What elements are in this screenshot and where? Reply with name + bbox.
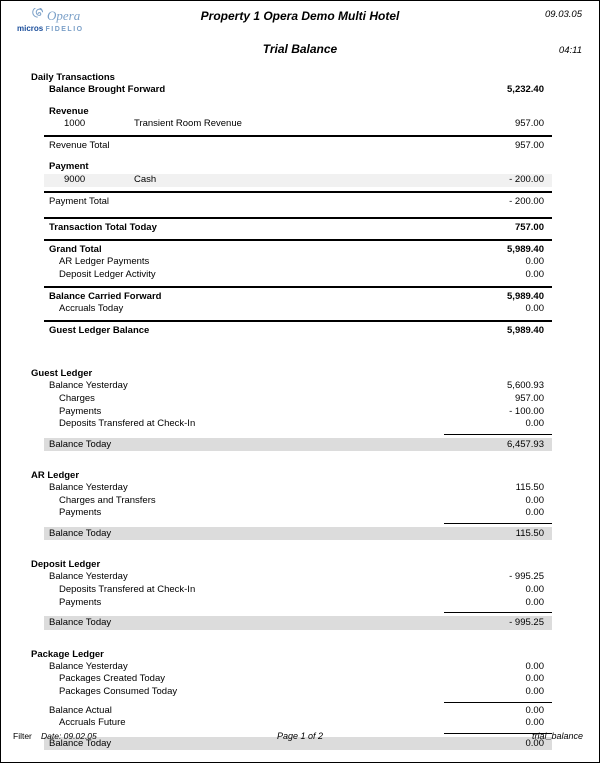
row-amount: - 100.00 bbox=[509, 405, 544, 417]
row-label: Deposits Transfered at Check-In bbox=[59, 584, 196, 596]
report-date: 09.03.05 bbox=[545, 9, 582, 20]
row-amount: 115.50 bbox=[515, 482, 544, 494]
report-row bbox=[44, 661, 552, 674]
report-row bbox=[44, 380, 552, 393]
section-title: Guest Ledger bbox=[31, 368, 93, 380]
separator-line bbox=[44, 320, 552, 322]
report-row bbox=[44, 269, 552, 282]
row-amount: 5,989.40 bbox=[507, 290, 544, 302]
report-row bbox=[44, 705, 552, 718]
report-title: Trial Balance bbox=[262, 42, 338, 56]
row-amount: - 995.25 bbox=[509, 617, 544, 629]
balance-today-row bbox=[44, 616, 552, 630]
row-label: Packages Consumed Today bbox=[59, 685, 178, 697]
row-label: Charges bbox=[59, 392, 95, 404]
row-amount: 957.00 bbox=[514, 139, 544, 151]
report-row bbox=[44, 686, 552, 699]
report-row bbox=[44, 244, 552, 257]
micros-fidelio-logo-text bbox=[17, 25, 84, 33]
row-amount: 957.00 bbox=[514, 392, 544, 404]
fidelio-logo-text: FIDELIO bbox=[45, 26, 84, 33]
report-row bbox=[44, 717, 552, 730]
row-amount: - 200.00 bbox=[509, 195, 544, 207]
row-amount: - 995.25 bbox=[509, 571, 544, 583]
row-amount: 0.00 bbox=[525, 673, 544, 685]
report-row bbox=[44, 256, 552, 269]
partial-separator-line bbox=[444, 612, 552, 613]
row-amount: 957.00 bbox=[514, 118, 544, 130]
row-label: Charges and Transfers bbox=[59, 494, 156, 506]
report-row bbox=[44, 303, 552, 316]
row-amount: 757.00 bbox=[514, 222, 544, 234]
row-label: Payment bbox=[49, 161, 89, 173]
row-label: Balance Yesterday bbox=[49, 660, 128, 672]
report-footer bbox=[1, 731, 599, 743]
row-amount: 5,600.93 bbox=[507, 380, 544, 392]
row-label: AR Ledger Payments bbox=[59, 256, 150, 268]
section-guest-ledger bbox=[31, 367, 552, 451]
row-label: Payments bbox=[59, 596, 102, 608]
row-amount: 0.00 bbox=[525, 584, 544, 596]
row-label: Guest Ledger Balance bbox=[49, 324, 150, 336]
trx-code: 9000 bbox=[64, 173, 86, 185]
row-label: Balance Actual bbox=[49, 704, 112, 716]
row-label: Payments bbox=[59, 507, 102, 519]
page-number: Page 1 of 2 bbox=[276, 731, 324, 741]
row-amount: 0.00 bbox=[525, 303, 544, 315]
report-row bbox=[44, 222, 552, 235]
separator-line bbox=[44, 135, 552, 137]
report-row bbox=[44, 291, 552, 304]
section-deposit-ledger bbox=[31, 558, 552, 629]
separator-line bbox=[44, 239, 552, 241]
section-title: Daily Transactions bbox=[31, 72, 115, 83]
report-row bbox=[44, 571, 552, 584]
row-amount: 0.00 bbox=[525, 737, 544, 749]
report-file-name: trial_balance bbox=[531, 731, 583, 741]
row-amount: 0.00 bbox=[525, 717, 544, 729]
report-row bbox=[44, 584, 552, 597]
report-row bbox=[44, 507, 552, 520]
report-row bbox=[44, 140, 552, 153]
trx-description: Cash bbox=[134, 173, 157, 185]
balance-today-row bbox=[44, 527, 552, 541]
row-amount: 5,232.40 bbox=[507, 84, 544, 95]
row-label: Accruals Future bbox=[59, 717, 126, 729]
report-row bbox=[44, 597, 552, 610]
row-label: Balance Today bbox=[49, 438, 112, 450]
row-label: Payment Total bbox=[49, 195, 110, 207]
row-label: Balance Today bbox=[49, 737, 112, 749]
row-label: Balance Carried Forward bbox=[49, 290, 162, 302]
row-label: Balance Today bbox=[49, 527, 112, 539]
report-row bbox=[44, 118, 552, 131]
row-label: Packages Created Today bbox=[59, 673, 165, 685]
report-row bbox=[44, 418, 552, 431]
report-row bbox=[44, 106, 552, 119]
separator-line bbox=[44, 217, 552, 219]
row-amount: - 200.00 bbox=[509, 173, 544, 185]
trx-description: Transient Room Revenue bbox=[134, 118, 242, 130]
partial-separator-line bbox=[444, 523, 552, 524]
row-label: Payments bbox=[59, 405, 102, 417]
section-title: AR Ledger bbox=[31, 470, 80, 482]
separator-line bbox=[44, 286, 552, 288]
trx-code: 1000 bbox=[64, 118, 86, 130]
section-title: Deposit Ledger bbox=[31, 559, 101, 571]
partial-separator-line bbox=[444, 702, 552, 703]
report-row bbox=[44, 174, 552, 187]
row-label: Balance Yesterday bbox=[49, 571, 128, 583]
report-time: 04:11 bbox=[558, 45, 582, 56]
row-label: Accruals Today bbox=[59, 303, 124, 315]
row-label: Balance Today bbox=[49, 617, 112, 629]
footer-date: Date: 09.02.05 bbox=[41, 731, 97, 741]
row-amount: 5,989.40 bbox=[507, 243, 544, 255]
row-label: Grand Total bbox=[49, 243, 102, 255]
row-label: Transaction Total Today bbox=[49, 222, 157, 234]
section-ar-ledger bbox=[31, 469, 552, 540]
report-row bbox=[44, 673, 552, 686]
report-row bbox=[44, 482, 552, 495]
partial-separator-line bbox=[444, 434, 552, 435]
opera-logo-text: Opera bbox=[47, 7, 81, 23]
row-amount: 0.00 bbox=[525, 494, 544, 506]
row-amount: 0.00 bbox=[525, 660, 544, 672]
row-label: Revenue Total bbox=[49, 139, 110, 151]
section-title: Package Ledger bbox=[31, 648, 104, 660]
row-amount: 0.00 bbox=[525, 268, 544, 280]
filter-label: Filter bbox=[13, 731, 32, 741]
report-row bbox=[44, 393, 552, 406]
report-row bbox=[44, 325, 552, 338]
row-amount: 0.00 bbox=[525, 507, 544, 519]
row-label: Deposit Ledger Activity bbox=[59, 268, 156, 280]
row-label: Revenue bbox=[49, 105, 89, 117]
row-amount: 6,457.93 bbox=[507, 438, 544, 450]
separator-line bbox=[44, 191, 552, 193]
row-amount: 0.00 bbox=[525, 256, 544, 268]
report-row bbox=[44, 84, 552, 97]
property-title: Property 1 Opera Demo Multi Hotel bbox=[200, 9, 400, 23]
row-label: Balance Yesterday bbox=[49, 482, 128, 494]
micros-logo-text: micros bbox=[17, 24, 44, 33]
report-row bbox=[44, 196, 552, 209]
report-row bbox=[44, 495, 552, 508]
row-label: Balance Brought Forward bbox=[49, 84, 166, 95]
row-amount: 5,989.40 bbox=[507, 324, 544, 336]
section-daily-transactions bbox=[31, 71, 552, 337]
row-amount: 0.00 bbox=[525, 418, 544, 430]
balance-today-row bbox=[44, 438, 552, 452]
row-amount: 0.00 bbox=[525, 596, 544, 608]
report-row bbox=[44, 161, 552, 174]
row-amount: 0.00 bbox=[525, 685, 544, 697]
report-row bbox=[44, 406, 552, 419]
row-label: Balance Yesterday bbox=[49, 380, 128, 392]
row-amount: 0.00 bbox=[525, 704, 544, 716]
report-body bbox=[31, 71, 552, 750]
row-amount: 115.50 bbox=[515, 527, 544, 539]
row-label: Deposits Transfered at Check-In bbox=[59, 418, 196, 430]
